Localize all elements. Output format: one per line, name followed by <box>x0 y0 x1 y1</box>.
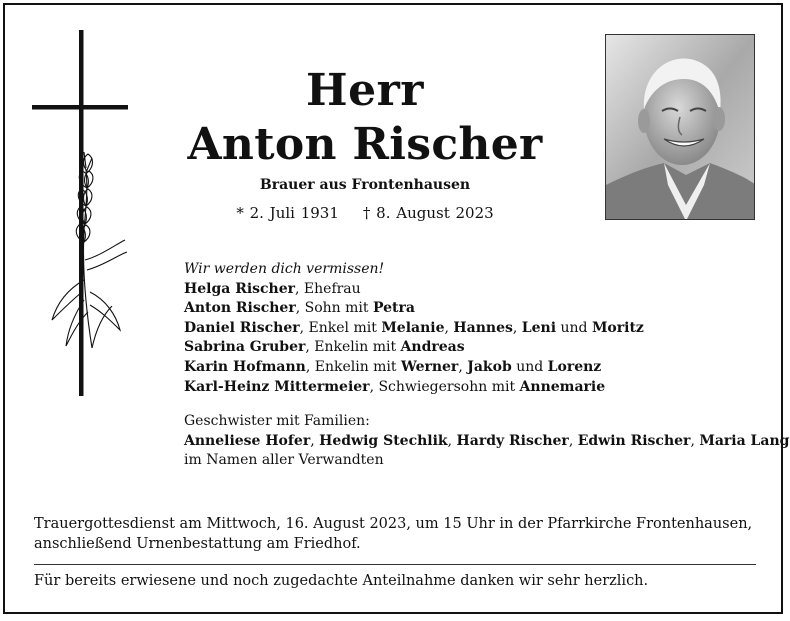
sibling-name: Hedwig Stechlik <box>319 432 448 449</box>
separator: , <box>568 432 578 449</box>
mourners-intro: Wir werden dich vermissen! <box>184 261 385 277</box>
separator: , <box>458 358 468 375</box>
separator: , <box>447 432 457 449</box>
companion-name: Melanie <box>381 319 445 336</box>
life-dates <box>185 204 545 222</box>
mourner-relation: , Ehefrau <box>295 280 361 297</box>
mourner-relation: , Enkelin mit <box>305 339 401 356</box>
siblings-label: Geschwister mit Familien: <box>184 413 370 429</box>
service-announcement <box>34 514 756 554</box>
service-line-2: anschließend Urnenbestattung am Friedhof. <box>34 536 361 552</box>
separator: , <box>310 432 320 449</box>
service-line-1: Trauergottesdienst am Mittwoch, 16. August 2023, um 15 Uhr in der Pfarrkirche Frontenhausen, <box>34 516 753 532</box>
mourner-name: Karl-Heinz Mittermeier <box>184 378 370 395</box>
honorific: Herr <box>306 65 424 116</box>
death-date: † 8. August 2023 <box>362 204 494 222</box>
companion-name: Andreas <box>400 339 465 356</box>
mourner-name: Anton Rischer <box>184 300 296 317</box>
separator: , <box>444 319 454 336</box>
mourner-row <box>184 280 644 300</box>
mourner-name: Helga Rischer <box>184 280 296 297</box>
companion-name: Werner <box>400 358 459 375</box>
companion-name: Leni <box>521 319 557 336</box>
birth-date: * 2. Juli 1931 <box>236 204 339 222</box>
companion-name: Hannes <box>453 319 513 336</box>
cross-icon <box>30 30 130 400</box>
siblings-names <box>184 432 789 452</box>
sibling-name: Anneliese Hofer <box>184 432 311 449</box>
sibling-name: Hardy Rischer <box>456 432 569 449</box>
wheat-icon <box>52 152 127 348</box>
mourner-name: Daniel Rischer <box>184 319 300 336</box>
companion-name: Annemarie <box>519 378 606 395</box>
mourner-row <box>184 358 644 378</box>
deceased-name: Anton Rischer <box>187 119 543 170</box>
mourner-row <box>184 338 644 358</box>
siblings-block <box>184 412 789 471</box>
mourner-relation: , Schwiegersohn mit <box>369 378 520 395</box>
mourner-relation: , Enkelin mit <box>305 358 401 375</box>
companion-name: Jakob <box>467 358 512 375</box>
mourner-row <box>184 378 644 398</box>
mourner-name: Sabrina Gruber <box>184 339 306 356</box>
companion-name: Moritz <box>591 319 644 336</box>
mourners-list <box>184 260 644 397</box>
separator: , <box>690 432 700 449</box>
portrait-photo <box>605 34 755 220</box>
mourner-relation: , Sohn mit <box>295 300 373 317</box>
mourner-row <box>184 299 644 319</box>
relatives-line: im Namen aller Verwandten <box>184 452 384 469</box>
separator: , <box>512 319 522 336</box>
mourner-relation: , Enkel mit <box>299 319 382 336</box>
divider-line <box>34 564 756 565</box>
occupation-line: Brauer aus Frontenhausen <box>259 177 471 193</box>
thanks-line: Für bereits erwiesene und noch zugedachte Anteilnahme danken wir sehr herzlich. <box>34 573 649 589</box>
mourner-name: Karin Hofmann <box>184 358 306 375</box>
sibling-name: Maria Lang <box>699 432 790 449</box>
companion-name: Petra <box>372 300 415 317</box>
mourner-row <box>184 319 644 339</box>
separator: und <box>556 319 592 336</box>
separator: und <box>511 358 548 375</box>
companion-name: Lorenz <box>547 358 602 375</box>
sibling-name: Edwin Rischer <box>577 432 691 449</box>
